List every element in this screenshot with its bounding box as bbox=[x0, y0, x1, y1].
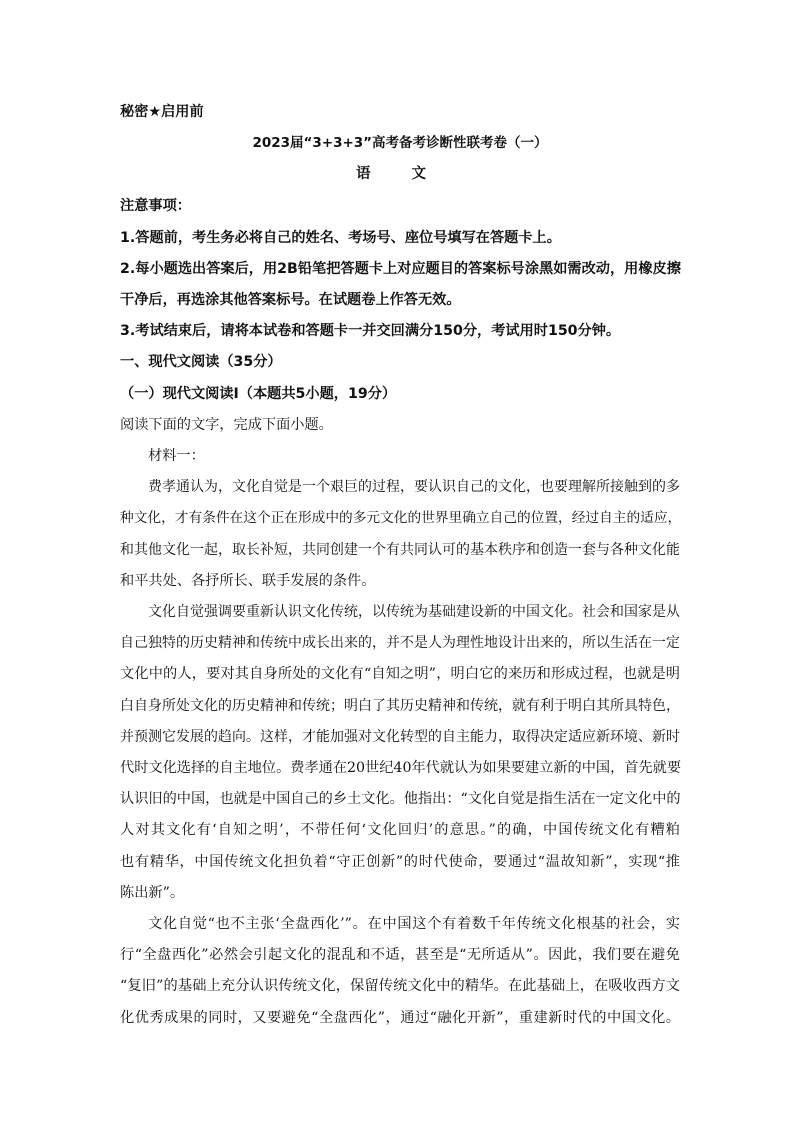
paragraph-line: 文化自觉强调要重新认识文化传统，以传统为基础建设新的中国文化。社会和国家是从 bbox=[148, 604, 680, 620]
paragraph-line: 并预测它发展的趋向。这样，才能加强对文化转型的自主能力，取得决定适应新环境、新时 bbox=[120, 729, 680, 745]
paragraph-line: 自己独特的历史精神和传统中成长出来的，并不是人为理性地设计出来的，所以生活在一定 bbox=[120, 635, 680, 651]
paragraph-line: 人对其文化有‘自知之明’，不带任何‘文化回归’的意思。”的确，中国传统文化有糟粕 bbox=[120, 822, 680, 838]
exam-title: 2023届“3+3+3”高考备考诊断性联考卷（一） bbox=[252, 135, 548, 151]
notice-heading: 注意事项： bbox=[120, 198, 191, 214]
subject-title: 语 文 bbox=[355, 166, 445, 182]
section-heading: 一、现代文阅读（35分） bbox=[120, 354, 282, 370]
material-label: 材料一： bbox=[148, 448, 205, 464]
paragraph-line: 陈出新”。 bbox=[120, 885, 185, 901]
paragraph-line: 费孝通认为，文化自觉是一个艰巨的过程，要认识自己的文化，也要理解所接触到的多 bbox=[148, 479, 680, 495]
paragraph-line: 和平共处、各抒所长、联手发展的条件。 bbox=[120, 573, 376, 589]
confidential-mark: 秘密★启用前 bbox=[120, 104, 204, 120]
paragraph-line: 文化自觉“也不主张‘全盘西化’”。在中国这个有着数千年传统文化根基的社会，实 bbox=[148, 916, 680, 932]
reading-instruction: 阅读下面的文字，完成下面小题。 bbox=[120, 417, 333, 433]
paragraph-line: 也有精华，中国传统文化担负着“守正创新”的时代使命，要通过“温故知新”，实现“推 bbox=[120, 854, 680, 870]
subsection-heading: （一）现代文阅读Ⅰ（本题共5小题，19分） bbox=[120, 386, 397, 402]
notice-item: 干净后，再选涂其他答案标号。在试题卷上作答无效。 bbox=[120, 292, 461, 308]
paragraph-line: 文化中的人，要对其自身所处的文化有“自知之明”，明白它的来历和形成过程，也就是明 bbox=[120, 666, 680, 682]
paragraph-line: 代时文化选择的自主地位。费孝通在20世纪40年代就认为如果要建立新的中国，首先就要 bbox=[120, 760, 682, 776]
paragraph-line: 和其他文化一起，取长补短，共同创建一个有共同认可的基本秩序和创造一套与各种文化能 bbox=[120, 542, 680, 558]
paragraph-line: 白自身所处文化的历史精神和传统；明白了其历史精神和传统，就有利于明白其所具特色， bbox=[120, 698, 680, 714]
notice-item: 1.答题前，考生务必将自己的姓名、考场号、座位号填写在答题卡上。 bbox=[120, 230, 561, 246]
notice-item: 2.每小题选出答案后，用2B铅笔把答题卡上对应题目的答案标号涂黑如需改动，用橡皮擦 bbox=[120, 261, 681, 277]
notice-item: 3.考试结束后，请将本试卷和答题卡一并交回满分150分，考试用时150分钟。 bbox=[120, 323, 621, 339]
paragraph-line: 认识旧的中国，也就是中国自己的乡土文化。他指出：“文化自觉是指生活在一定文化中的 bbox=[120, 791, 681, 807]
paragraph-line: “复旧”的基础上充分认识传统文化，保留传统文化中的精华。在此基础上，在吸收西方文 bbox=[120, 978, 680, 994]
paragraph-line: 化优秀成果的同时，又要避免“全盘西化”，通过“融化开新”，重建新时代的中国文化。 bbox=[120, 1010, 680, 1026]
paragraph-line: 种文化，才有条件在这个正在形成中的多元文化的世界里确立自己的位置，经过自主的适应， bbox=[120, 510, 682, 526]
paragraph-line: 行“全盘西化”必然会引起文化的混乱和不适，甚至是“无所适从”。因此，我们要在避免 bbox=[120, 947, 680, 963]
